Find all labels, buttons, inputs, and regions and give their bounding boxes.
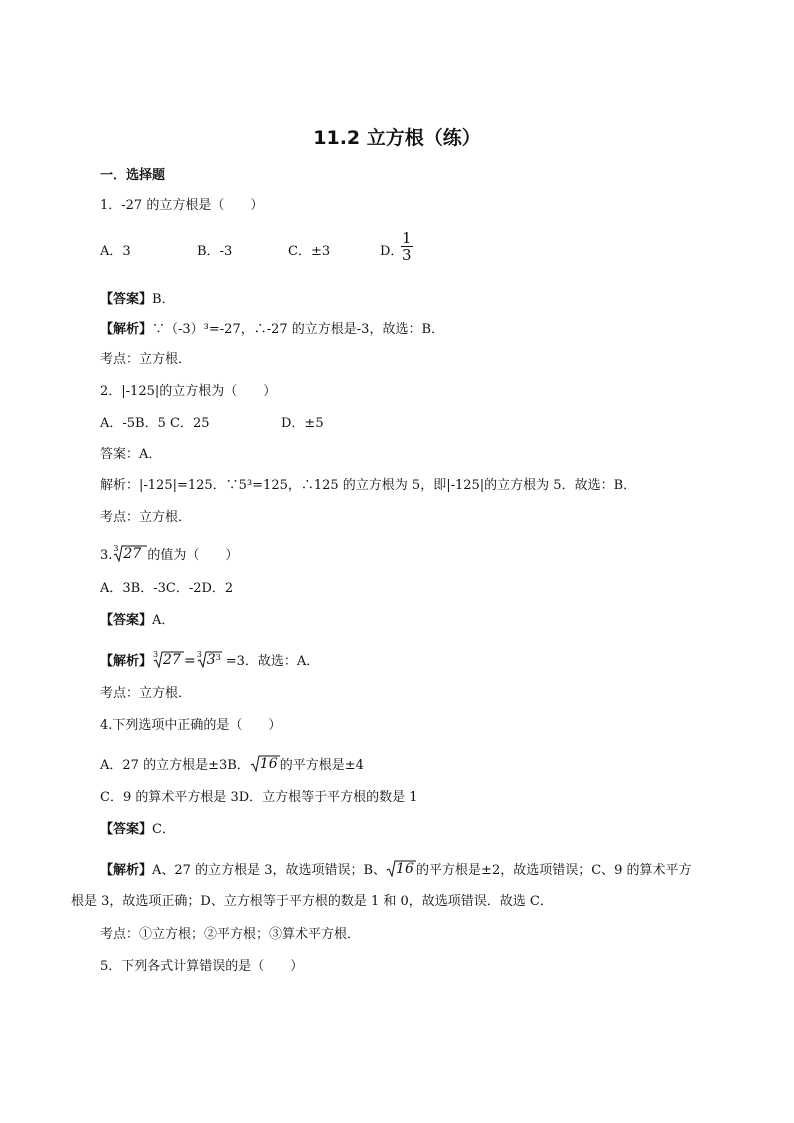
- analysis-root-2: [196, 650, 224, 668]
- analysis-tail: =3．故选：A．: [225, 654, 320, 669]
- q1-option-a: A．3: [100, 244, 131, 259]
- q1-options: [100, 229, 500, 274]
- q4-point: 考点：①立方根；②平方根；③算术平方根．: [100, 927, 361, 942]
- cube-root-index: 3: [113, 544, 119, 553]
- q3-number: 3.: [100, 548, 113, 563]
- exponent: 3: [215, 653, 221, 662]
- analysis-text: ∵（-3）³=-27，∴-27 的立方根是-3，故选：B．: [152, 322, 445, 337]
- equals-sign: =: [184, 653, 196, 669]
- q4-options-cd: C．9 的算术平方根是 3D．立方根等于平方根的数是 1: [100, 790, 418, 805]
- answer-value: B．: [152, 292, 175, 307]
- q1-point: 考点：立方根．: [100, 352, 192, 367]
- q4-stem: 4.下列选项中正确的是（ ）: [100, 718, 282, 733]
- q2-stem: 2．|-125|的立方根为（ ）: [100, 384, 277, 399]
- q3-answer: [100, 613, 174, 629]
- q2-answer: 答案：A．: [100, 447, 162, 462]
- q3-analysis: [100, 650, 319, 670]
- q4-option-b-tail: 的平方根是±4: [279, 758, 364, 773]
- q4-analysis-sqrt: [386, 859, 416, 877]
- page-title: 11.2 立方根（练）: [313, 127, 481, 149]
- radicand: 16: [259, 756, 278, 772]
- q2-analysis: 解析：|-125|=125．∵5³=125，∴125 的立方根为 5，即|-125|的立方根为 5．故选：B．: [100, 478, 637, 493]
- q1-option-c: C．±3: [288, 244, 331, 259]
- q1-option-d: D．: [380, 244, 404, 259]
- answer-value: A．: [152, 613, 175, 628]
- q1-answer: [100, 292, 175, 308]
- q5-stem: 5．下列各式计算错误的是（ ）: [100, 959, 304, 974]
- q4-answer: [100, 822, 175, 838]
- analysis-label: 【解析】: [100, 654, 153, 669]
- q3-point: 考点：立方根．: [100, 686, 192, 701]
- q2-options: [100, 416, 500, 432]
- fraction-denominator: 3: [402, 246, 412, 264]
- radicand: 27: [123, 546, 142, 562]
- q2-point: 考点：立方根．: [100, 510, 192, 525]
- q3-stem-tail: 的值为（ ）: [147, 548, 239, 563]
- analysis-label: 【解析】: [100, 322, 153, 337]
- q1-option-d-fraction: [401, 230, 413, 263]
- fraction-numerator: 1: [402, 229, 412, 247]
- analysis-text-post: 的平方根是±2，故选项错误；C、9 的算术平方: [416, 863, 692, 878]
- q4-analysis-line2: 根是 3，故选项正确；D、立方根等于平方根的数是 1 和 0，故选项错误．故选 C．: [71, 894, 553, 909]
- analysis-text-pre: A、27 的立方根是 3，故选项错误；B、: [152, 863, 387, 878]
- answer-label: 【答案】: [100, 613, 153, 628]
- answer-label: 【答案】: [100, 822, 153, 837]
- q4-options-ab: [100, 754, 364, 774]
- q4-analysis-line1: [100, 859, 692, 879]
- q3-options: A．3B．-3C．-2D．2: [100, 581, 234, 596]
- q2-options-abc: A．-5B．5 C．25: [100, 416, 210, 431]
- q1-stem: 1．-27 的立方根是（ ）: [100, 198, 264, 213]
- cube-root-index: 3: [196, 650, 202, 659]
- q3-cube-root: [112, 544, 147, 562]
- section-heading: 一．选择题: [100, 168, 166, 183]
- q1-option-b: B．-3: [197, 244, 233, 259]
- analysis-label: 【解析】: [100, 863, 153, 878]
- radicand: 3: [206, 652, 216, 668]
- radicand: 27: [163, 652, 181, 668]
- q3-stem: [100, 544, 238, 564]
- answer-label: 【答案】: [100, 292, 153, 307]
- analysis-root-1: [152, 650, 184, 668]
- answer-value: C．: [152, 822, 175, 837]
- radicand: 16: [396, 861, 414, 877]
- q4-option-a-b-text: A．27 的立方根是±3B．: [100, 758, 250, 773]
- q1-analysis: [100, 322, 444, 338]
- q2-option-d: D．±5: [281, 416, 324, 431]
- cube-root-index: 3: [153, 650, 159, 659]
- q4-sqrt: [250, 754, 280, 772]
